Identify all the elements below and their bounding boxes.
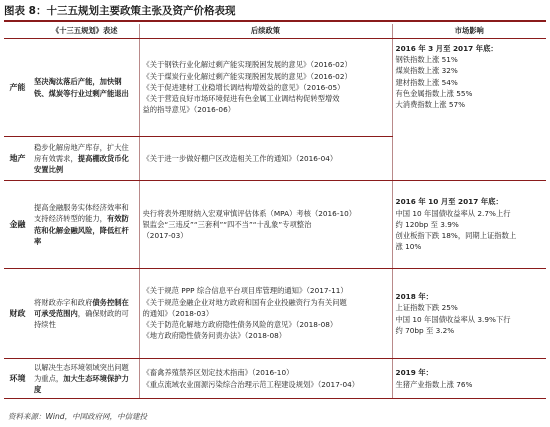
row-policies <box>139 137 392 181</box>
impact-line: 约 120bp 至 3.9% <box>395 219 459 229</box>
policy-line: 《重点流域农业面源污染综合治理示范工程建设规划》（2017-04） <box>142 379 360 389</box>
impact-line: 涨 10% <box>395 242 422 252</box>
impact-line: 煤炭指数上涨 32% <box>395 66 458 76</box>
policy-line: 的通知》（2018-03） <box>142 308 214 318</box>
impact-line: 大消费指数上涨 57% <box>395 100 466 110</box>
policy-line: 《关于钢铁行业化解过剩产能实现脱困发展的意见》（2016-02） <box>142 60 352 70</box>
policy-line: 央行将表外理财纳入宏观审慎评估体系（MPA）考核（2016-10） <box>142 208 357 218</box>
header-sector <box>4 24 31 39</box>
policy-table <box>4 24 546 399</box>
header-row <box>4 24 546 39</box>
row-plan-text <box>31 269 139 359</box>
row-policies <box>139 181 392 269</box>
policy-line: （2017-03） <box>142 231 188 241</box>
row-policies <box>139 39 392 137</box>
impact-heading: 2018 年： <box>395 292 433 302</box>
policy-line: 《关于进一步做好棚户区改造相关工作的通知》（2016-04） <box>142 153 338 163</box>
plan-segment: 坚决淘汰落后产能，加快钢铁、煤炭等行业过剩产能退出 <box>34 77 129 98</box>
row-impact <box>392 39 546 181</box>
plan-segment: 稳步化解房地产库存，扩大住房有效需求， <box>34 142 129 163</box>
row-plan-text <box>31 137 139 181</box>
plan-segment: 以解决生态环境领域突出问题为重点， <box>34 362 129 383</box>
impact-heading: 2019 年： <box>395 368 433 378</box>
impact-heading: 2016 年 3 月至 2017 年底： <box>395 44 498 53</box>
row-sector: 环境 <box>4 359 31 399</box>
plan-segment: 债务控制在可承受范围内 <box>34 297 129 318</box>
plan-segment: 提高金融服务实体经济效率和支持经济转型的能力， <box>34 203 129 224</box>
policy-line: 《关于煤炭行业化解过剩产能实现脱困发展的意见》（2016-02） <box>142 71 352 81</box>
row-sector: 金融 <box>4 181 31 269</box>
table-row <box>4 181 546 269</box>
plan-segment: 加大生态环境保护力度 <box>34 373 129 395</box>
policy-line: 《关于促进建材工业稳增长调结构增效益的意见》（2016-05） <box>142 82 345 92</box>
impact-line: 上证指数下跌 25% <box>395 303 458 313</box>
impact-line: 中国 10 年国债收益率从 3.9%下行 <box>395 314 511 324</box>
impact-line: 生猪产业指数上涨 76% <box>395 379 473 389</box>
plan-segment: 将财政赤字和政府 <box>34 297 93 307</box>
impact-line: 钢铁指数上涨 51% <box>395 55 458 65</box>
impact-line: 建材指数上涨 54% <box>395 77 458 87</box>
impact-line: 创业板指下跌 18%，同期上证指数上 <box>395 231 517 241</box>
row-impact <box>392 359 546 399</box>
row-impact <box>392 181 546 269</box>
row-plan-text <box>31 181 139 269</box>
plan-segment: 有效防范和化解金融风险，降低杠杆率 <box>34 214 129 246</box>
table-row <box>4 39 546 137</box>
figure-title: 图表 8：十三五规划主要政策主张及资产价格表现 <box>4 5 236 17</box>
plan-segment: 提高棚改货币化安置比例 <box>34 153 129 175</box>
policy-line: 《关于规范 PPP 综合信息平台项目库管理的通知》（2017-11） <box>142 286 348 296</box>
row-policies <box>139 269 392 359</box>
header-impact: 市场影响 <box>392 24 546 39</box>
policy-line: 银监会“三违反”“三套利”“四不当”“十乱象”专项整治 <box>142 219 312 229</box>
policy-line: 益的指导意见》（2016-06） <box>142 105 236 115</box>
table-row <box>4 359 546 399</box>
row-policies <box>139 359 392 399</box>
row-plan-text <box>31 359 139 399</box>
policy-line: 《关于营造良好市场环境促进有色金属工业调结构促转型增效 <box>142 94 340 104</box>
plan-segment: ，确保财政的可持续性 <box>34 308 129 330</box>
row-plan-text <box>31 39 139 137</box>
row-sector: 产能 <box>4 39 31 137</box>
row-sector: 地产 <box>4 137 31 181</box>
source-note: 资料来源：Wind，中国政府网，中信建投 <box>8 412 148 421</box>
policy-line: 《畜禽养殖禁养区划定技术指南》（2016-10） <box>142 368 294 378</box>
policy-line: 《关于规范金融企业对地方政府和国有企业投融资行为有关问题 <box>142 297 347 307</box>
policy-line: 《关于防范化解地方政府隐性债务风险的意见》（2018-08） <box>142 320 338 330</box>
impact-line: 中国 10 年国债收益率从 2.7%上行 <box>395 208 511 218</box>
impact-heading: 2016 年 10 月至 2017 年底： <box>395 197 503 207</box>
impact-line: 约 70bp 至 3.2% <box>395 325 455 335</box>
impact-line: 有色金属指数上涨 55% <box>395 88 473 98</box>
title-rule <box>4 20 546 22</box>
header-plan: 《十三五规划》表述 <box>31 24 139 39</box>
row-sector: 财政 <box>4 269 31 359</box>
row-impact <box>392 269 546 359</box>
policy-line: 《地方政府隐性债务问责办法》（2018-08） <box>142 331 287 341</box>
table-row <box>4 269 546 359</box>
header-policy: 后续政策 <box>139 24 392 39</box>
